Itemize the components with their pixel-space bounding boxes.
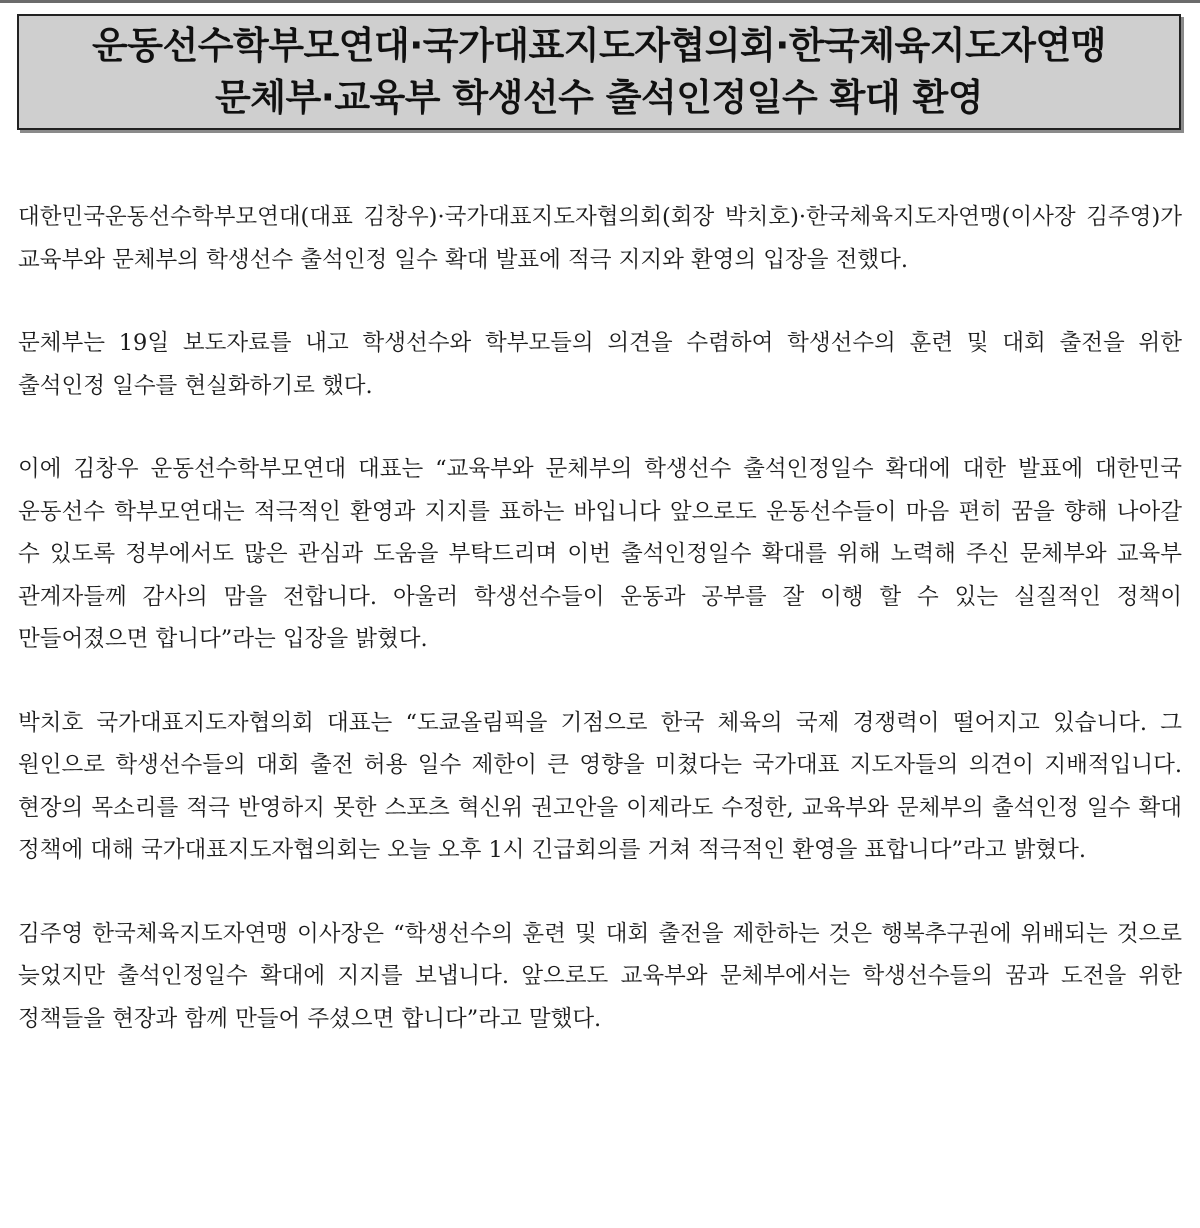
headline-line-1: 운동선수학부모연대·국가대표지도자협의회·한국체육지도자연맹 xyxy=(92,24,1106,67)
headline-box xyxy=(17,14,1181,130)
paragraph-coaches-council-quote: 박치호 국가대표지도자협의회 대표는 “도쿄올림픽을 기점으로 한국 체육의 국제 경쟁력이 떨어지고 있습니다. 그 원인으로 학생선수들의 대회 출전 허용 일수 제한이 큰 영향을 미쳤다는 국가대표 지도자들의 의견이 지배적입니다. 현장의 목소리를 적극 반영하지 못한 스포츠 혁신위 권고안을 이제라도 수정한, 교육부와 문체부의 출석인정 일수 확대 정책에 대해 국가대표지도자협의회는 오늘 오후 1시 긴급회의를 거쳐 적극적인 환영을 표합니다”라고 밝혔다. xyxy=(18,709,1182,863)
article-body xyxy=(18,196,1182,1040)
paragraph-ministry-announcement: 문체부는 19일 보도자료를 내고 학생선수와 학부모들의 의견을 수렴하여 학생선수의 훈련 및 대회 출전을 위한 출석인정 일수를 현실화하기로 했다. xyxy=(18,330,1182,399)
top-divider xyxy=(0,0,1200,3)
headline-line-2: 문체부·교육부 학생선수 출석인정일수 확대 환영 xyxy=(215,76,983,119)
paragraph-parents-association-quote: 이에 김창우 운동선수학부모연대 대표는 “교육부와 문체부의 학생선수 출석인정일수 확대에 대한 발표에 대한민국 운동선수 학부모연대는 적극적인 환영과 지지를 표하는 바입니다 앞으로도 운동선수들이 마음 편히 꿈을 향해 나아갈 수 있도록 정부에서도 많은 관심과 도움을 부탁드리며 이번 출석인정일수 확대를 위해 노력해 주신 문체부와 교육부 관계자들께 감사의 맘을 전합니다. 아울러 학생선수들이 운동과 공부를 잘 이행 할 수 있는 실질적인 정책이 만들어졌으면 합니다”라는 입장을 밝혔다. xyxy=(18,456,1182,652)
paragraph-intro: 대한민국운동선수학부모연대(대표 김창우)·국가대표지도자협의회(회장 박치호)·한국체육지도자연맹(이사장 김주영)가 교육부와 문체부의 학생선수 출석인정 일수 확대 발표에 적극 지지와 환영의 입장을 전했다. xyxy=(18,204,1182,273)
paragraph-sports-leaders-federation-quote: 김주영 한국체육지도자연맹 이사장은 “학생선수의 훈련 및 대회 출전을 제한하는 것은 행복추구권에 위배되는 것으로 늦었지만 출석인정일수 확대에 지지를 보냅니다. 앞으로도 교육부와 문체부에서는 학생선수들의 꿈과 도전을 위한 정책들을 현장과 함께 만들어 주셨으면 합니다”라고 말했다. xyxy=(18,920,1182,1032)
